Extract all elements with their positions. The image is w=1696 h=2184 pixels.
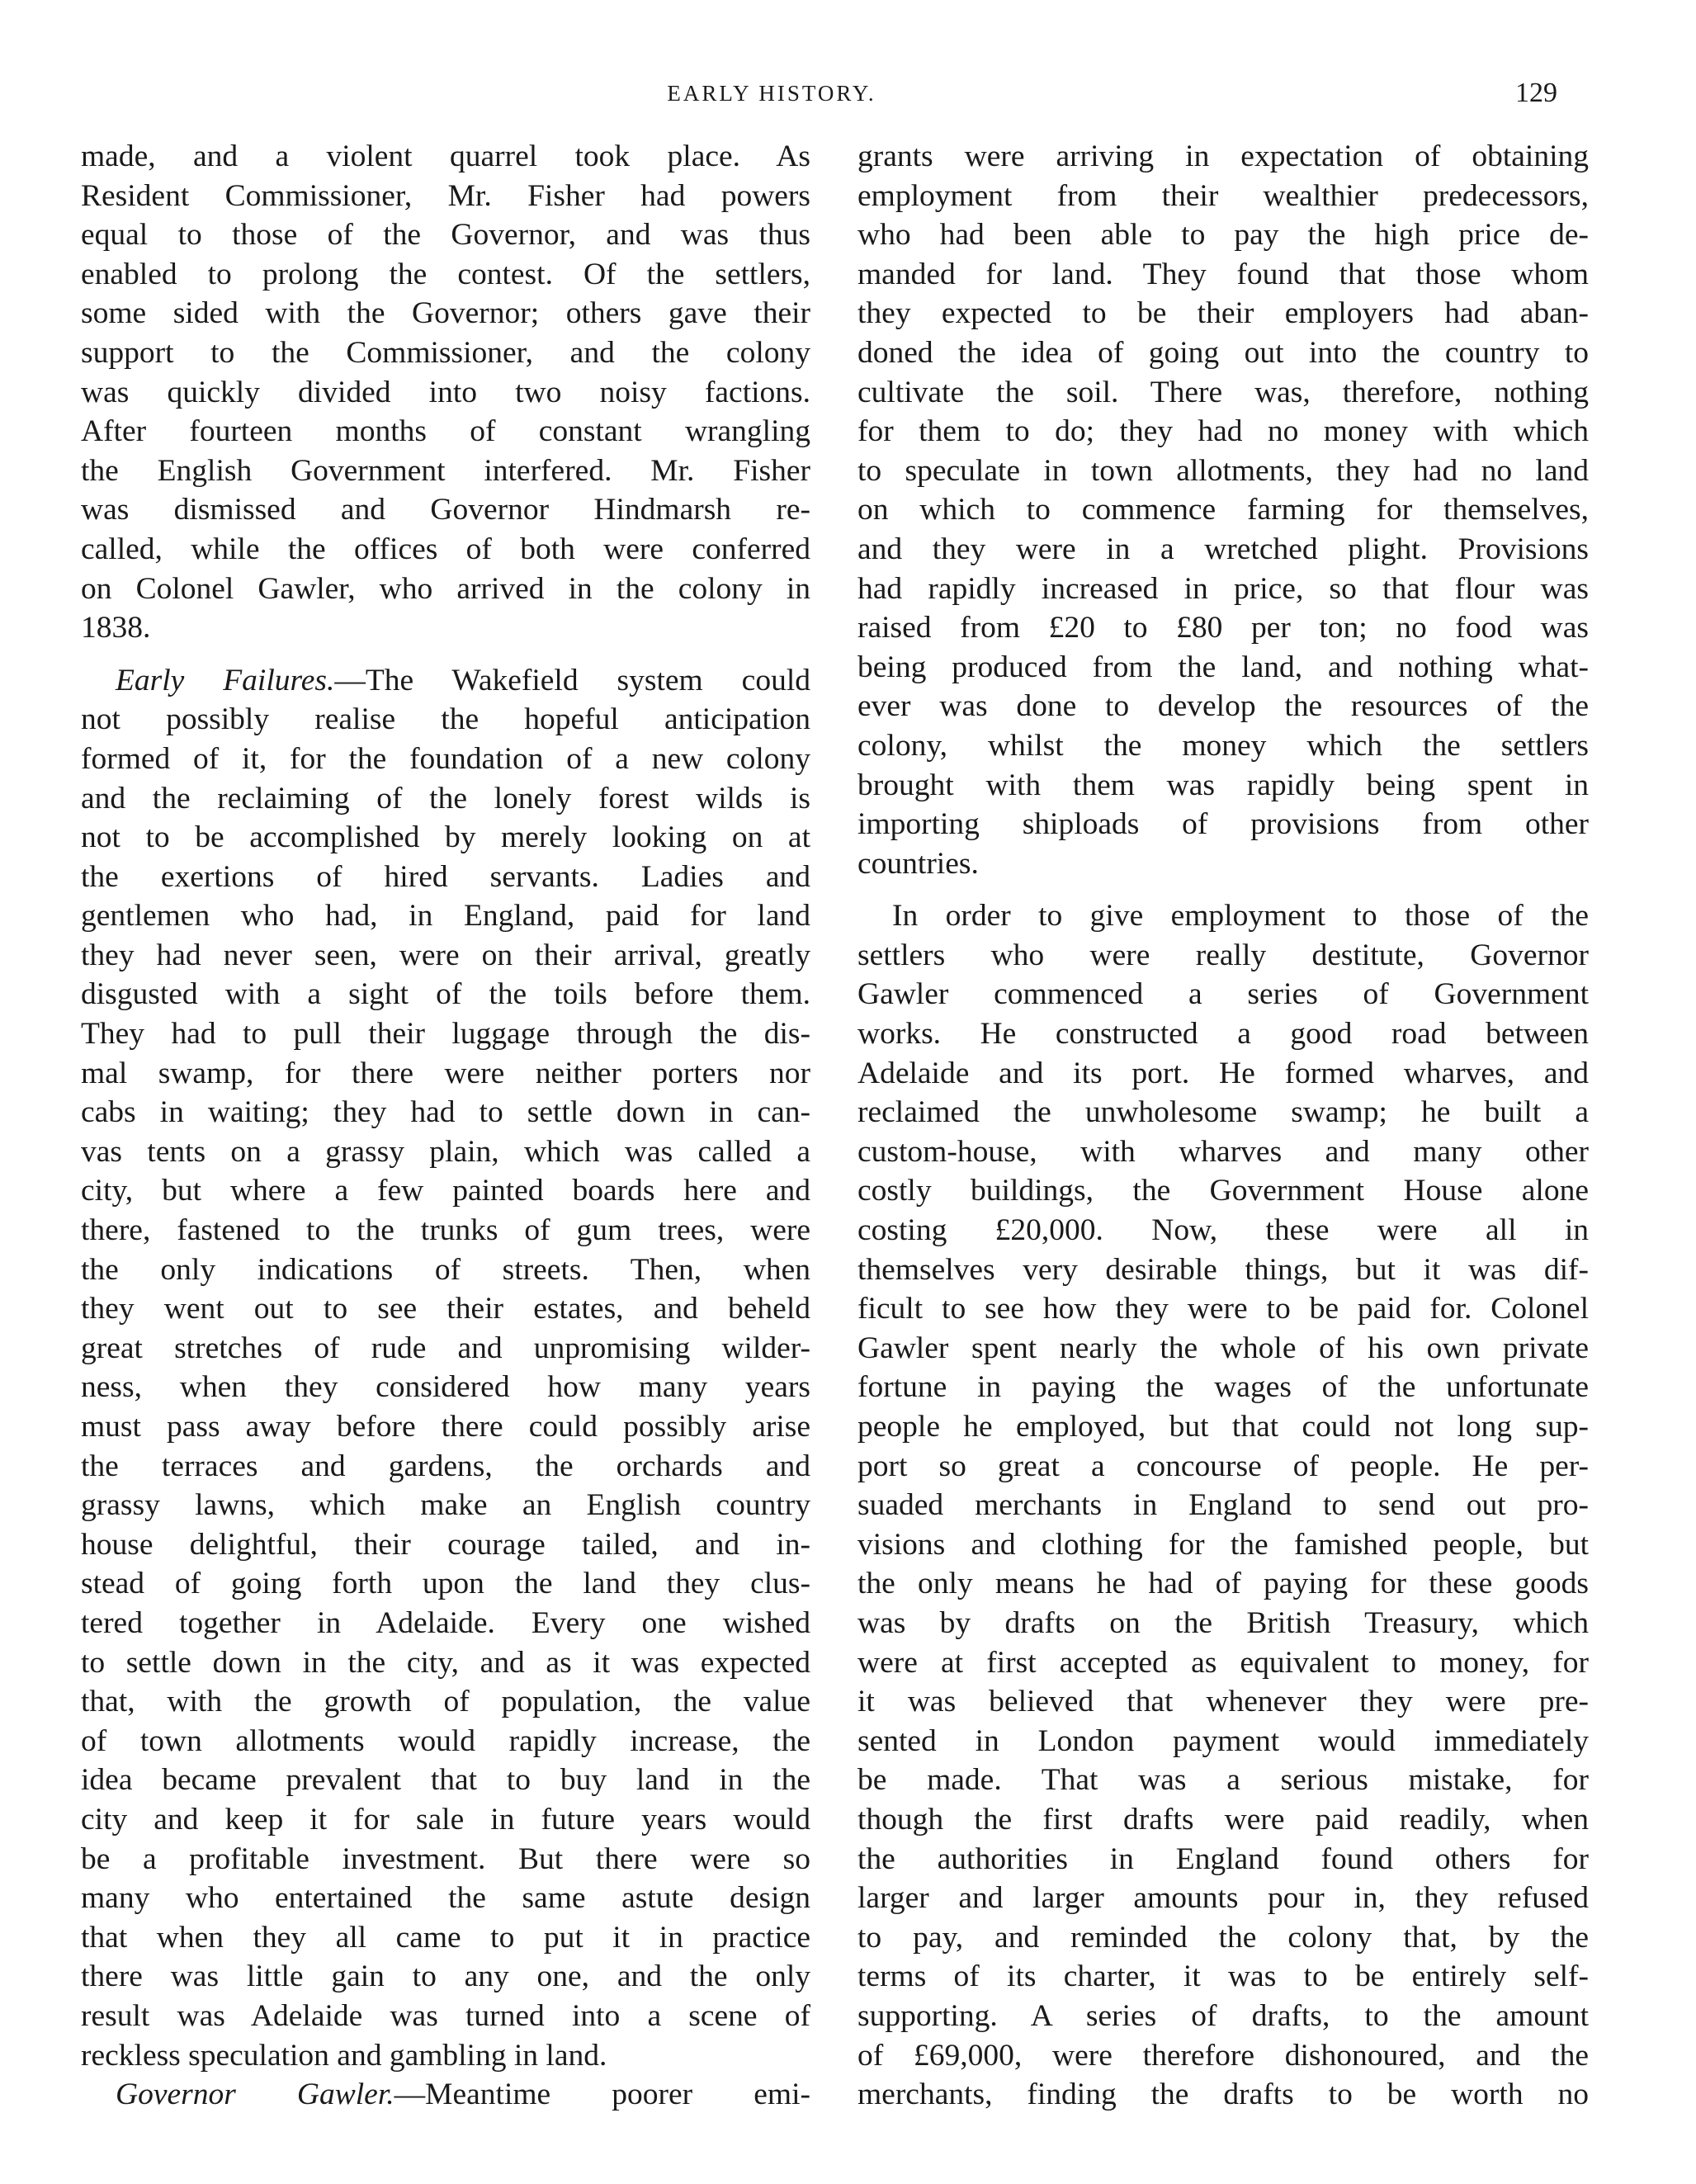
line-text: were at first accepted as equivalent to money, for bbox=[857, 1645, 1589, 1680]
line-text: settlers who were really destitute, Governor bbox=[857, 938, 1589, 972]
line-text: tered together in Adelaide. Every one wished bbox=[81, 1605, 810, 1640]
text-line bbox=[81, 700, 810, 740]
text-line bbox=[81, 1289, 810, 1329]
line-text: —Meantime poorer emi- bbox=[394, 2078, 810, 2112]
text-line bbox=[81, 661, 810, 701]
text-line bbox=[857, 1997, 1589, 2036]
text-line bbox=[81, 1132, 810, 1172]
text-line bbox=[81, 255, 810, 295]
line-text: raised from £20 to £80 per ton; no food was bbox=[857, 611, 1589, 645]
line-text: the English Government interfered. Mr. Fisher bbox=[81, 453, 810, 488]
line-text: the only means he had of paying for these goods bbox=[857, 1567, 1589, 1601]
text-line bbox=[81, 1171, 810, 1211]
text-line bbox=[857, 896, 1589, 936]
line-text: larger and larger amounts pour in, they refused bbox=[857, 1881, 1589, 1916]
line-text: enabled to prolong the contest. Of the settlers, bbox=[81, 257, 810, 291]
text-line bbox=[857, 1407, 1589, 1447]
line-text: manded for land. They found that those whom bbox=[857, 257, 1589, 291]
line-text: to pay, and reminded the colony that, by the bbox=[857, 1920, 1589, 1955]
line-text: some sided with the Governor; others gave their bbox=[81, 296, 810, 331]
line-text: the only indications of streets. Then, when bbox=[81, 1252, 810, 1287]
text-line bbox=[81, 373, 810, 413]
line-text: there, fastened to the trunks of gum trees, were bbox=[81, 1213, 810, 1248]
line-text: house delightful, their courage tailed, and in- bbox=[81, 1527, 810, 1562]
line-text: many who entertained the same astute design bbox=[81, 1881, 810, 1916]
line-text: had rapidly increased in price, so that flour was bbox=[857, 571, 1589, 606]
line-text: of £69,000, were therefore dishonoured, and the bbox=[857, 2038, 1589, 2073]
text-line bbox=[857, 451, 1589, 491]
text-line bbox=[857, 137, 1589, 177]
line-text: support to the Commissioner, and the colony bbox=[81, 335, 810, 370]
text-line bbox=[857, 570, 1589, 609]
text-line bbox=[857, 608, 1589, 648]
text-line bbox=[81, 1407, 810, 1447]
line-text: employment from their wealthier predecessors, bbox=[857, 178, 1589, 213]
text-line bbox=[857, 177, 1589, 216]
line-text: Adelaide and its port. He formed wharves, and bbox=[857, 1056, 1589, 1090]
line-text: ever was done to develop the resources of the bbox=[857, 689, 1589, 724]
text-line bbox=[81, 1054, 810, 1094]
text-line bbox=[857, 648, 1589, 688]
line-text: was dismissed and Governor Hindmarsh re- bbox=[81, 493, 810, 527]
line-text: who had been able to pay the high price de- bbox=[857, 218, 1589, 253]
text-line bbox=[857, 1525, 1589, 1565]
text-line bbox=[857, 1604, 1589, 1643]
text-line bbox=[81, 451, 810, 491]
line-text: made, and a violent quarrel took place. As bbox=[81, 139, 810, 173]
line-text: They had to pull their luggage through the dis- bbox=[81, 1017, 810, 1052]
line-text: custom-house, with wharves and many other bbox=[857, 1134, 1589, 1169]
line-text: the authorities in England found others for bbox=[857, 1841, 1589, 1876]
text-line bbox=[81, 936, 810, 976]
line-text: grants were arriving in expectation of obtaining bbox=[857, 139, 1589, 173]
text-line bbox=[857, 1840, 1589, 1879]
line-text: and the reclaiming of the lonely forest wilds is bbox=[81, 781, 810, 815]
text-line bbox=[857, 726, 1589, 766]
line-text: for them to do; they had no money with which bbox=[857, 414, 1589, 449]
text-line bbox=[81, 1604, 810, 1643]
line-text: supporting. A series of drafts, to the amount bbox=[857, 1998, 1589, 2033]
text-line bbox=[81, 1093, 810, 1132]
line-text: grassy lawns, which make an English country bbox=[81, 1488, 810, 1523]
text-line bbox=[81, 1761, 810, 1800]
text-line bbox=[81, 1643, 810, 1683]
text-line bbox=[81, 570, 810, 609]
text-line bbox=[81, 1250, 810, 1290]
line-text: cultivate the soil. There was, therefore, nothing bbox=[857, 375, 1589, 409]
line-text: costly buildings, the Government House alone bbox=[857, 1174, 1589, 1208]
text-line bbox=[81, 333, 810, 373]
text-line bbox=[81, 530, 810, 570]
line-text: though the first drafts were paid readily, when bbox=[857, 1802, 1589, 1837]
text-line bbox=[81, 2036, 810, 2076]
section-heading: Early Failures. bbox=[116, 663, 335, 697]
line-text: ficult to see how they were to be paid for. Colonel bbox=[857, 1292, 1589, 1326]
line-text: brought with them was rapidly being spent in bbox=[857, 768, 1589, 802]
text-line bbox=[857, 1250, 1589, 1290]
text-line bbox=[857, 1722, 1589, 1761]
line-text: on which to commence farming for themselves, bbox=[857, 493, 1589, 527]
line-text: great stretches of rude and unpromising wilder- bbox=[81, 1331, 810, 1365]
line-text: ness, when they considered how many years bbox=[81, 1370, 810, 1405]
text-line bbox=[857, 1800, 1589, 1840]
text-line bbox=[857, 1289, 1589, 1329]
text-line bbox=[857, 1054, 1589, 1094]
line-text: being produced from the land, and nothing what- bbox=[857, 650, 1589, 684]
line-text: not possibly realise the hopeful anticipation bbox=[81, 702, 810, 737]
line-text: port so great a concourse of people. He per- bbox=[857, 1449, 1589, 1483]
line-text: reckless speculation and gambling in land. bbox=[81, 2038, 607, 2073]
text-line bbox=[857, 1879, 1589, 1918]
text-line bbox=[857, 373, 1589, 413]
line-text: importing shiploads of provisions from other bbox=[857, 807, 1589, 842]
running-title: EARLY HISTORY. bbox=[667, 81, 876, 106]
line-text: suaded merchants in England to send out pro- bbox=[857, 1488, 1589, 1523]
text-line bbox=[857, 1368, 1589, 1407]
text-line bbox=[81, 2075, 810, 2115]
text-line bbox=[857, 412, 1589, 451]
text-line bbox=[857, 1682, 1589, 1722]
line-text: was quickly divided into two noisy factions. bbox=[81, 375, 810, 409]
line-text: After fourteen months of constant wrangling bbox=[81, 414, 810, 449]
line-text: called, while the offices of both were conferred bbox=[81, 532, 810, 566]
text-line bbox=[857, 1171, 1589, 1211]
line-text: themselves very desirable things, but it was dif- bbox=[857, 1252, 1589, 1287]
text-line bbox=[81, 177, 810, 216]
line-text: doned the idea of going out into the country to bbox=[857, 335, 1589, 370]
line-text: city and keep it for sale in future years would bbox=[81, 1802, 810, 1837]
text-line bbox=[81, 1840, 810, 1879]
line-text: be made. That was a serious mistake, for bbox=[857, 1763, 1589, 1798]
text-line bbox=[857, 1211, 1589, 1250]
line-text: be a profitable investment. But there were so bbox=[81, 1841, 810, 1876]
text-line bbox=[81, 1329, 810, 1369]
line-text: they went out to see their estates, and beheld bbox=[81, 1292, 810, 1326]
line-text: merchants, finding the drafts to be worth no bbox=[857, 2078, 1589, 2112]
line-text: there was little gain to any one, and the only bbox=[81, 1959, 810, 1994]
text-line bbox=[81, 1014, 810, 1054]
text-line bbox=[81, 896, 810, 936]
line-text: idea became prevalent that to buy land in the bbox=[81, 1763, 810, 1798]
text-line bbox=[857, 844, 1589, 884]
line-text: Gawler spent nearly the whole of his own private bbox=[857, 1331, 1589, 1365]
section-heading: Governor Gawler. bbox=[116, 2078, 394, 2112]
line-text: to speculate in town allotments, they had no land bbox=[857, 453, 1589, 488]
line-text: reclaimed the unwholesome swamp; he built a bbox=[857, 1095, 1589, 1130]
line-text: cabs in waiting; they had to settle down in can- bbox=[81, 1095, 810, 1130]
left-text-column bbox=[81, 137, 810, 2115]
line-text: formed of it, for the foundation of a new colony bbox=[81, 741, 810, 776]
line-text: Gawler commenced a series of Government bbox=[857, 977, 1589, 1012]
text-line bbox=[81, 215, 810, 255]
text-line bbox=[857, 490, 1589, 530]
text-line bbox=[857, 1447, 1589, 1487]
text-line bbox=[857, 1014, 1589, 1054]
text-line bbox=[81, 490, 810, 530]
text-line bbox=[81, 412, 810, 451]
line-text: works. He constructed a good road between bbox=[857, 1017, 1589, 1052]
line-text: to settle down in the city, and as it was expected bbox=[81, 1645, 810, 1680]
line-text: not to be accomplished by merely looking on at bbox=[81, 820, 810, 855]
text-line bbox=[81, 137, 810, 177]
text-line bbox=[857, 975, 1589, 1014]
text-line bbox=[81, 1879, 810, 1918]
text-line bbox=[81, 858, 810, 897]
line-text: —The Wakefield system could bbox=[334, 663, 810, 697]
text-line bbox=[81, 1211, 810, 1250]
line-text: fortune in paying the wages of the unfortunate bbox=[857, 1370, 1589, 1405]
text-line bbox=[857, 1957, 1589, 1997]
text-line bbox=[857, 215, 1589, 255]
text-line bbox=[857, 2036, 1589, 2076]
text-line bbox=[81, 1525, 810, 1565]
text-line bbox=[857, 530, 1589, 570]
text-line bbox=[81, 1918, 810, 1958]
line-text: visions and clothing for the famished people, but bbox=[857, 1527, 1589, 1562]
text-line bbox=[81, 1368, 810, 1407]
line-text: disgusted with a sight of the toils before them. bbox=[81, 977, 810, 1012]
text-line bbox=[81, 1682, 810, 1722]
text-line bbox=[81, 294, 810, 333]
right-text-column bbox=[857, 137, 1589, 2115]
line-text: equal to those of the Governor, and was thus bbox=[81, 218, 810, 253]
text-line bbox=[857, 936, 1589, 976]
line-text: the terraces and gardens, the orchards and bbox=[81, 1449, 810, 1483]
text-line bbox=[81, 1722, 810, 1761]
text-line bbox=[81, 779, 810, 819]
text-line bbox=[81, 740, 810, 779]
line-text: sented in London payment would immediately bbox=[857, 1723, 1589, 1758]
line-text: terms of its charter, it was to be entirely self- bbox=[857, 1959, 1589, 1994]
line-text: they had never seen, were on their arrival, greatly bbox=[81, 938, 810, 972]
page-number: 129 bbox=[1515, 78, 1557, 108]
line-text: the exertions of hired servants. Ladies and bbox=[81, 859, 810, 894]
line-text: colony, whilst the money which the settlers bbox=[857, 728, 1589, 763]
text-line bbox=[857, 1132, 1589, 1172]
line-text: stead of going forth upon the land they clus- bbox=[81, 1567, 810, 1601]
line-text: must pass away before there could possibly arise bbox=[81, 1410, 810, 1444]
text-line bbox=[857, 1918, 1589, 1958]
text-line bbox=[81, 1564, 810, 1604]
line-text: Resident Commissioner, Mr. Fisher had powers bbox=[81, 178, 810, 213]
line-text: they expected to be their employers had aban- bbox=[857, 296, 1589, 331]
line-text: of town allotments would rapidly increase, the bbox=[81, 1723, 810, 1758]
text-line bbox=[857, 1486, 1589, 1525]
text-line bbox=[857, 1093, 1589, 1132]
line-text: countries. bbox=[857, 846, 979, 881]
text-line bbox=[857, 1564, 1589, 1604]
line-text: and they were in a wretched plight. Provisions bbox=[857, 532, 1589, 566]
text-line bbox=[81, 608, 810, 648]
text-line bbox=[81, 975, 810, 1014]
text-line bbox=[857, 1643, 1589, 1683]
text-line bbox=[81, 818, 810, 858]
text-line bbox=[857, 687, 1589, 726]
text-line bbox=[81, 1957, 810, 1997]
line-text: In order to give employment to those of the bbox=[892, 899, 1589, 934]
text-line bbox=[81, 1997, 810, 2036]
line-text: people he employed, but that could not long sup- bbox=[857, 1410, 1589, 1444]
line-text: gentlemen who had, in England, paid for land bbox=[81, 899, 810, 934]
text-line bbox=[857, 766, 1589, 806]
text-line bbox=[81, 1486, 810, 1525]
line-text: vas tents on a grassy plain, which was called a bbox=[81, 1134, 810, 1169]
text-line bbox=[857, 294, 1589, 333]
line-text: that, with the growth of population, the value bbox=[81, 1685, 810, 1719]
text-line bbox=[857, 1329, 1589, 1369]
text-line bbox=[857, 2075, 1589, 2115]
text-line bbox=[81, 1447, 810, 1487]
text-line bbox=[857, 1761, 1589, 1800]
line-text: 1838. bbox=[81, 611, 151, 645]
text-line bbox=[81, 1800, 810, 1840]
line-text: result was Adelaide was turned into a scene of bbox=[81, 1998, 810, 2033]
line-text: was by drafts on the British Treasury, which bbox=[857, 1605, 1589, 1640]
text-line bbox=[857, 255, 1589, 295]
line-text: it was believed that whenever they were pre- bbox=[857, 1685, 1589, 1719]
line-text: mal swamp, for there were neither porters nor bbox=[81, 1056, 810, 1090]
text-line bbox=[857, 333, 1589, 373]
line-text: city, but where a few painted boards here and bbox=[81, 1174, 810, 1208]
line-text: on Colonel Gawler, who arrived in the colony in bbox=[81, 571, 810, 606]
line-text: costing £20,000. Now, these were all in bbox=[857, 1213, 1589, 1248]
text-line bbox=[857, 805, 1589, 844]
line-text: that when they all came to put it in practice bbox=[81, 1920, 810, 1955]
